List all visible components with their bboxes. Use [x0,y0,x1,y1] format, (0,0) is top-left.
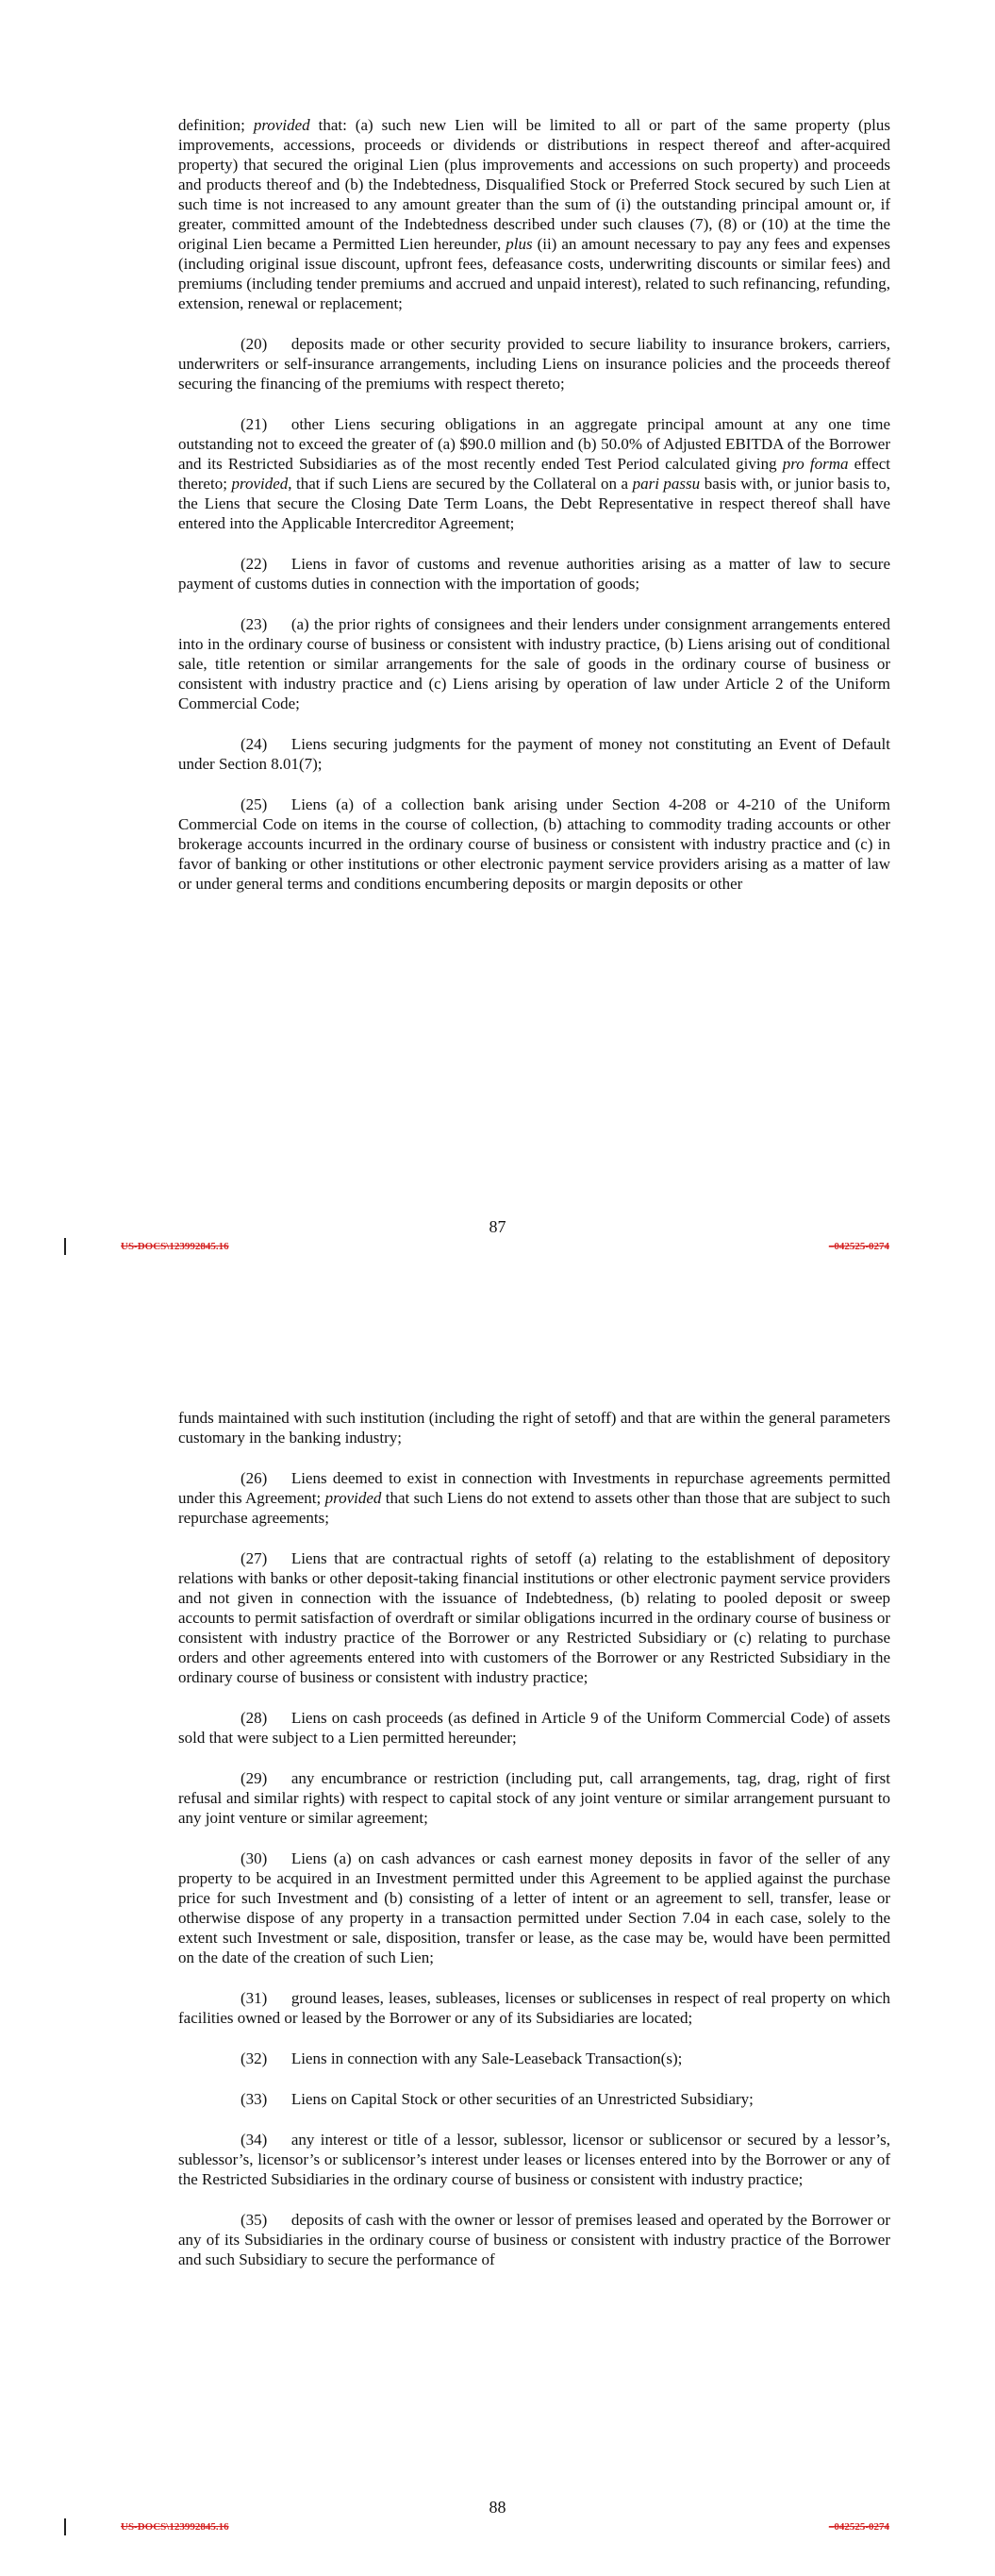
revision-bar [64,2518,66,2535]
paragraph [178,614,890,713]
text-run: (34) any interest or title of a lessor, sublessor, licensor or sublicensor or secured by a lessor’s, sublessor’s, licensor’s or sublicensor’s interest under leases or licenses entered into by the Borrower or any of the Restricted Subsidiaries in the ordinary course of business or consistent with industry practice; [178,2131,890,2188]
text-run: (20) deposits made or other security provided to secure liability to insurance brokers, carriers, underwriters or self-insurance arrangements, including Liens on insurance policies and the proceeds thereof securing the financing of the premiums with respect thereto; [178,335,890,393]
text-run: basis with, or junior basis to, the Liens that secure the Closing Date Term Loans, the Debt Representative in respect thereof shall have entered into the Applicable Intercreditor Agreement; [178,475,891,532]
italic-term: pari passu [632,475,701,493]
text-run: (32) Liens in connection with any Sale-Leaseback Transaction(s); [240,2049,683,2067]
paragraph [178,334,890,393]
footer-doc-ref: –042525-0274 [828,1241,889,1252]
text-run: , that if such Liens are secured by the Collateral on a [288,475,633,493]
paragraph [178,2210,890,2269]
paragraph [178,1548,890,1687]
paragraph [178,1768,890,1828]
page-number: 87 [489,1217,506,1236]
text-run: (31) ground leases, leases, subleases, licenses or sublicenses in respect of real property on which facilities owned or leased by the Borrower or any of its Subsidiaries are located; [178,1989,890,2027]
paragraph [178,2049,890,2068]
paragraph [178,1988,890,2028]
footer-doc-id: US-DOCS\123992845.16 [121,2521,229,2533]
page-88 [0,1293,995,2576]
page-88-body [178,1408,890,2290]
text-run: (27) Liens that are contractual rights of setoff (a) relating to the establishment of depository relations with banks or other deposit-taking financial institutions or other electronic payment service providers and not given in connection with the issuance of Indebtedness, (b) relating to pooled deposit or sweep accounts to permit satisfaction of overdraft or similar obligations incurred in the ordinary course of business or consistent with industry practice of the Borrower or any Restricted Subsidiary or (c) relating to purchase orders and other agreements entered into with customers of the Borrower or any Restricted Subsidiary in the ordinary course of business or consistent with industry practice; [178,1549,890,1686]
paragraph [178,414,890,533]
text-run: (29) any encumbrance or restriction (including put, call arrangements, tag, drag, right of first refusal and similar rights) with respect to capital stock of any joint venture or similar arrangement pursuant to any joint venture or similar agreement; [178,1769,890,1827]
text-run: definition; [178,116,254,134]
text-run: (22) Liens in favor of customs and revenue authorities arising as a matter of law to secure payment of customs duties in connection with the importation of goods; [178,555,890,593]
revision-bar [64,1238,66,1255]
paragraph [178,2130,890,2189]
text-run: (25) Liens (a) of a collection bank arising under Section 4-208 or 4-210 of the Uniform Commercial Code on items in the course of collection, (b) attaching to commodity trading accounts or other brokerage accounts incurred in the ordinary course of business or consistent with industry practice and (c) in favor of banking or other institutions or other electronic payment service providers arising as a matter of law or under general terms and conditions encumbering deposits or margin deposits or other [178,795,890,893]
text-run: (35) deposits of cash with the owner or lessor of premises leased and operated by the Borrower or any of its Subsidiaries in the ordinary course of business or consistent with industry practice of the Borrower and such Subsidiary to secure the performance of [178,2211,890,2268]
text-run: effect thereto; [178,455,890,493]
paragraph [178,1848,890,1967]
paragraph [178,115,890,313]
text-run: funds maintained with such institution (including the right of setoff) and that are within the general parameters customary in the banking industry; [178,1409,890,1447]
paragraph [178,1708,890,1748]
italic-term: provided [253,116,310,134]
text-run: (30) Liens (a) on cash advances or cash earnest money deposits in favor of the seller of any property to be acquired in an Investment permitted under this Agreement to be applied against the purchase price for such Investment and (b) consisting of a letter of intent or an agreement to sell, transfer, lease or otherwise dispose of any property in a transaction permitted under Section 7.04 in each case, solely to the extent such Investment or sale, disposition, transfer or lease, as the case may be, would have been permitted on the date of the creation of such Lien; [178,1849,890,1966]
text-run: that such Liens do not extend to assets other than those that are subject to such repurchase agreements; [178,1489,890,1527]
paragraph [178,554,890,594]
paragraph [178,734,890,774]
text-run: (28) Liens on cash proceeds (as defined in Article 9 of the Uniform Commercial Code) of assets sold that were subject to a Lien permitted hereunder; [178,1709,890,1747]
italic-term: pro forma [782,455,849,473]
italic-term: plus [506,235,533,253]
paragraph [178,1408,890,1447]
page-87-body [178,115,890,914]
footer-doc-ref: –042525-0274 [828,2521,889,2533]
paragraph [178,1468,890,1528]
text-run: (21) other Liens securing obligations in an aggregate principal amount at any one time outstanding not to exceed the greater of (a) $90.0 million and (b) 50.0% of Adjusted EBITDA of the Borrower and its Restricted Subsidiaries as of the most recently ended Test Period calculated giving [178,415,890,473]
paragraph [178,2089,890,2109]
text-run: (33) Liens on Capital Stock or other securities of an Unrestricted Subsidiary; [240,2090,754,2108]
italic-term: provided [324,1489,382,1507]
text-run: (24) Liens securing judgments for the payment of money not constituting an Event of Default under Section 8.01(7); [178,735,890,773]
page-number: 88 [489,2498,506,2517]
text-run: (26) Liens deemed to exist in connection with Investments in repurchase agreements permitted under this Agreement; [178,1469,890,1507]
text-run: (ii) an amount necessary to pay any fees and expenses (including original issue discount, upfront fees, defeasance costs, underwriting discounts or similar fees) and premiums (including tender premiums and accrued and unpaid interest), related to such refinancing, refunding, extension, renewal or replacement; [178,235,890,312]
text-run: that: (a) such new Lien will be limited to all or part of the same property (plus improvements, accessions, proceeds or dividends or distributions in respect thereof and after-acquired property) that secured the original Lien (plus improvements and accessions on such property) and proceeds and products thereof and (b) the Indebtedness, Disqualified Stock or Preferred Stock secured by such Lien at such time is not increased to any amount greater than the sum of (i) the outstanding principal amount or, if greater, committed amount of the Indebtedness described under such clauses (7), (8) or (10) at the time the original Lien became a Permitted Lien hereunder, [178,116,890,253]
footer-doc-id: US-DOCS\123992845.16 [121,1241,229,1252]
text-run: (23) (a) the prior rights of consignees and their lenders under consignment arrangements entered into in the ordinary course of business or consistent with industry practice, (b) Liens arising out of conditional sale, title retention or similar arrangements for the sale of goods in the ordinary course of business or consistent with industry practice and (c) Liens arising by operation of law under Article 2 of the Uniform Commercial Code; [178,615,890,712]
paragraph [178,795,890,894]
italic-term: provided [231,475,289,493]
